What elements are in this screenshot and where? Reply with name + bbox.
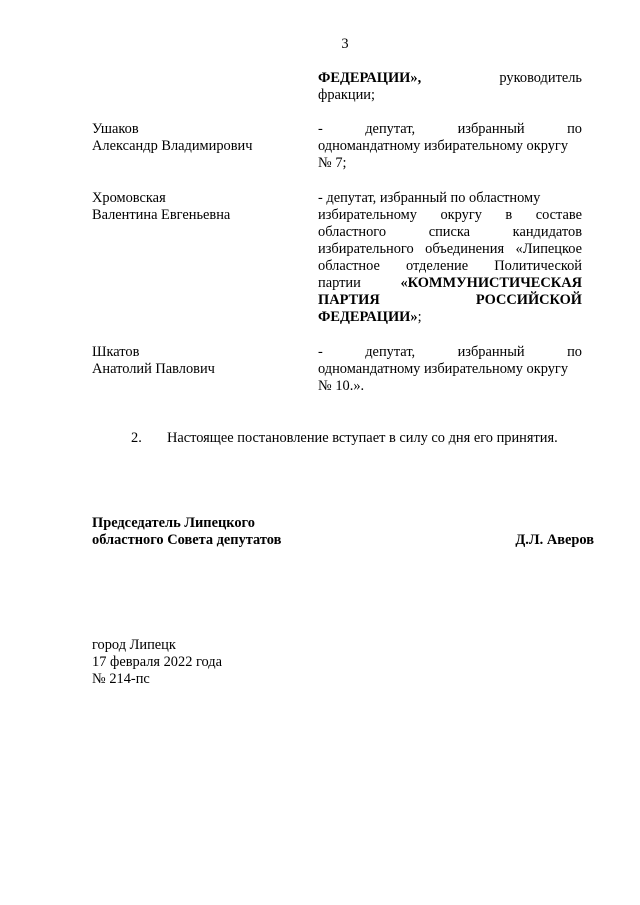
party-name-bold: ФЕДЕРАЦИИ» [318, 309, 418, 325]
desc-word: избранный [457, 344, 525, 360]
desc-line: № 10.». [318, 378, 365, 394]
deputy-name [92, 190, 312, 224]
party-name-bold: РОССИЙСКОЙ [475, 292, 582, 308]
continuation-role: руководитель [499, 70, 582, 86]
page-number: 3 [341, 36, 349, 52]
continuation-line2: фракции; [318, 87, 376, 103]
signer-name: Д.Л. Аверов [515, 532, 594, 548]
desc-line: одномандатному избирательному округу [318, 138, 569, 154]
continuation-bold: ФЕДЕРАЦИИ», [318, 70, 422, 86]
desc-word: - [318, 121, 323, 137]
deputy-given-names: Анатолий Павлович [92, 361, 215, 377]
desc-word: по [567, 121, 582, 137]
paragraph-text: Настоящее постановление вступает в силу со дня его принятия. [167, 430, 558, 446]
desc-line [318, 275, 582, 292]
footer-city: город Липецк [92, 637, 176, 653]
deputy-description [318, 121, 582, 172]
continuation-text [318, 70, 582, 104]
desc-word: депутат, [365, 344, 416, 360]
paragraph-number: 2. [131, 430, 142, 446]
desc-text: ; [417, 309, 422, 325]
desc-text: партии [318, 275, 361, 291]
desc-line: избирательного объединения «Липецкое [318, 241, 582, 257]
desc-text: - депутат, избранный по областному [318, 190, 541, 206]
desc-line: областного списка кандидатов [318, 224, 582, 240]
deputy-description [318, 190, 582, 326]
signer-title-line2: областного Совета депутатов [92, 532, 282, 548]
desc-line [318, 190, 582, 207]
desc-line: № 7; [318, 155, 347, 171]
deputy-given-names: Валентина Евгеньевна [92, 207, 231, 223]
deputy-name [92, 121, 312, 155]
deputy-description [318, 344, 582, 395]
party-name-bold: «КОММУНИСТИЧЕСКАЯ [400, 275, 582, 291]
footer-date: 17 февраля 2022 года [92, 654, 223, 670]
deputy-surname: Хромовская [92, 190, 166, 206]
signer-title-line1: Председатель Липецкого [92, 515, 255, 531]
desc-line [318, 292, 582, 309]
deputy-given-names: Александр Владимирович [92, 138, 253, 154]
desc-word: - [318, 344, 323, 360]
deputy-surname: Ушаков [92, 121, 139, 137]
deputy-surname: Шкатов [92, 344, 140, 360]
deputy-name [92, 344, 312, 378]
desc-line [318, 309, 582, 326]
footer-number: № 214-пс [92, 671, 150, 687]
desc-word: по [567, 344, 582, 360]
document-footer [92, 637, 222, 688]
desc-line: одномандатному избирательному округу [318, 361, 569, 377]
desc-line: областное отделение Политической [318, 258, 582, 274]
party-name-bold: ПАРТИЯ [318, 292, 380, 308]
desc-word: избранный [457, 121, 525, 137]
desc-word: депутат, [365, 121, 416, 137]
desc-line: избирательному округу в составе [318, 207, 582, 223]
signature-block [92, 515, 594, 549]
